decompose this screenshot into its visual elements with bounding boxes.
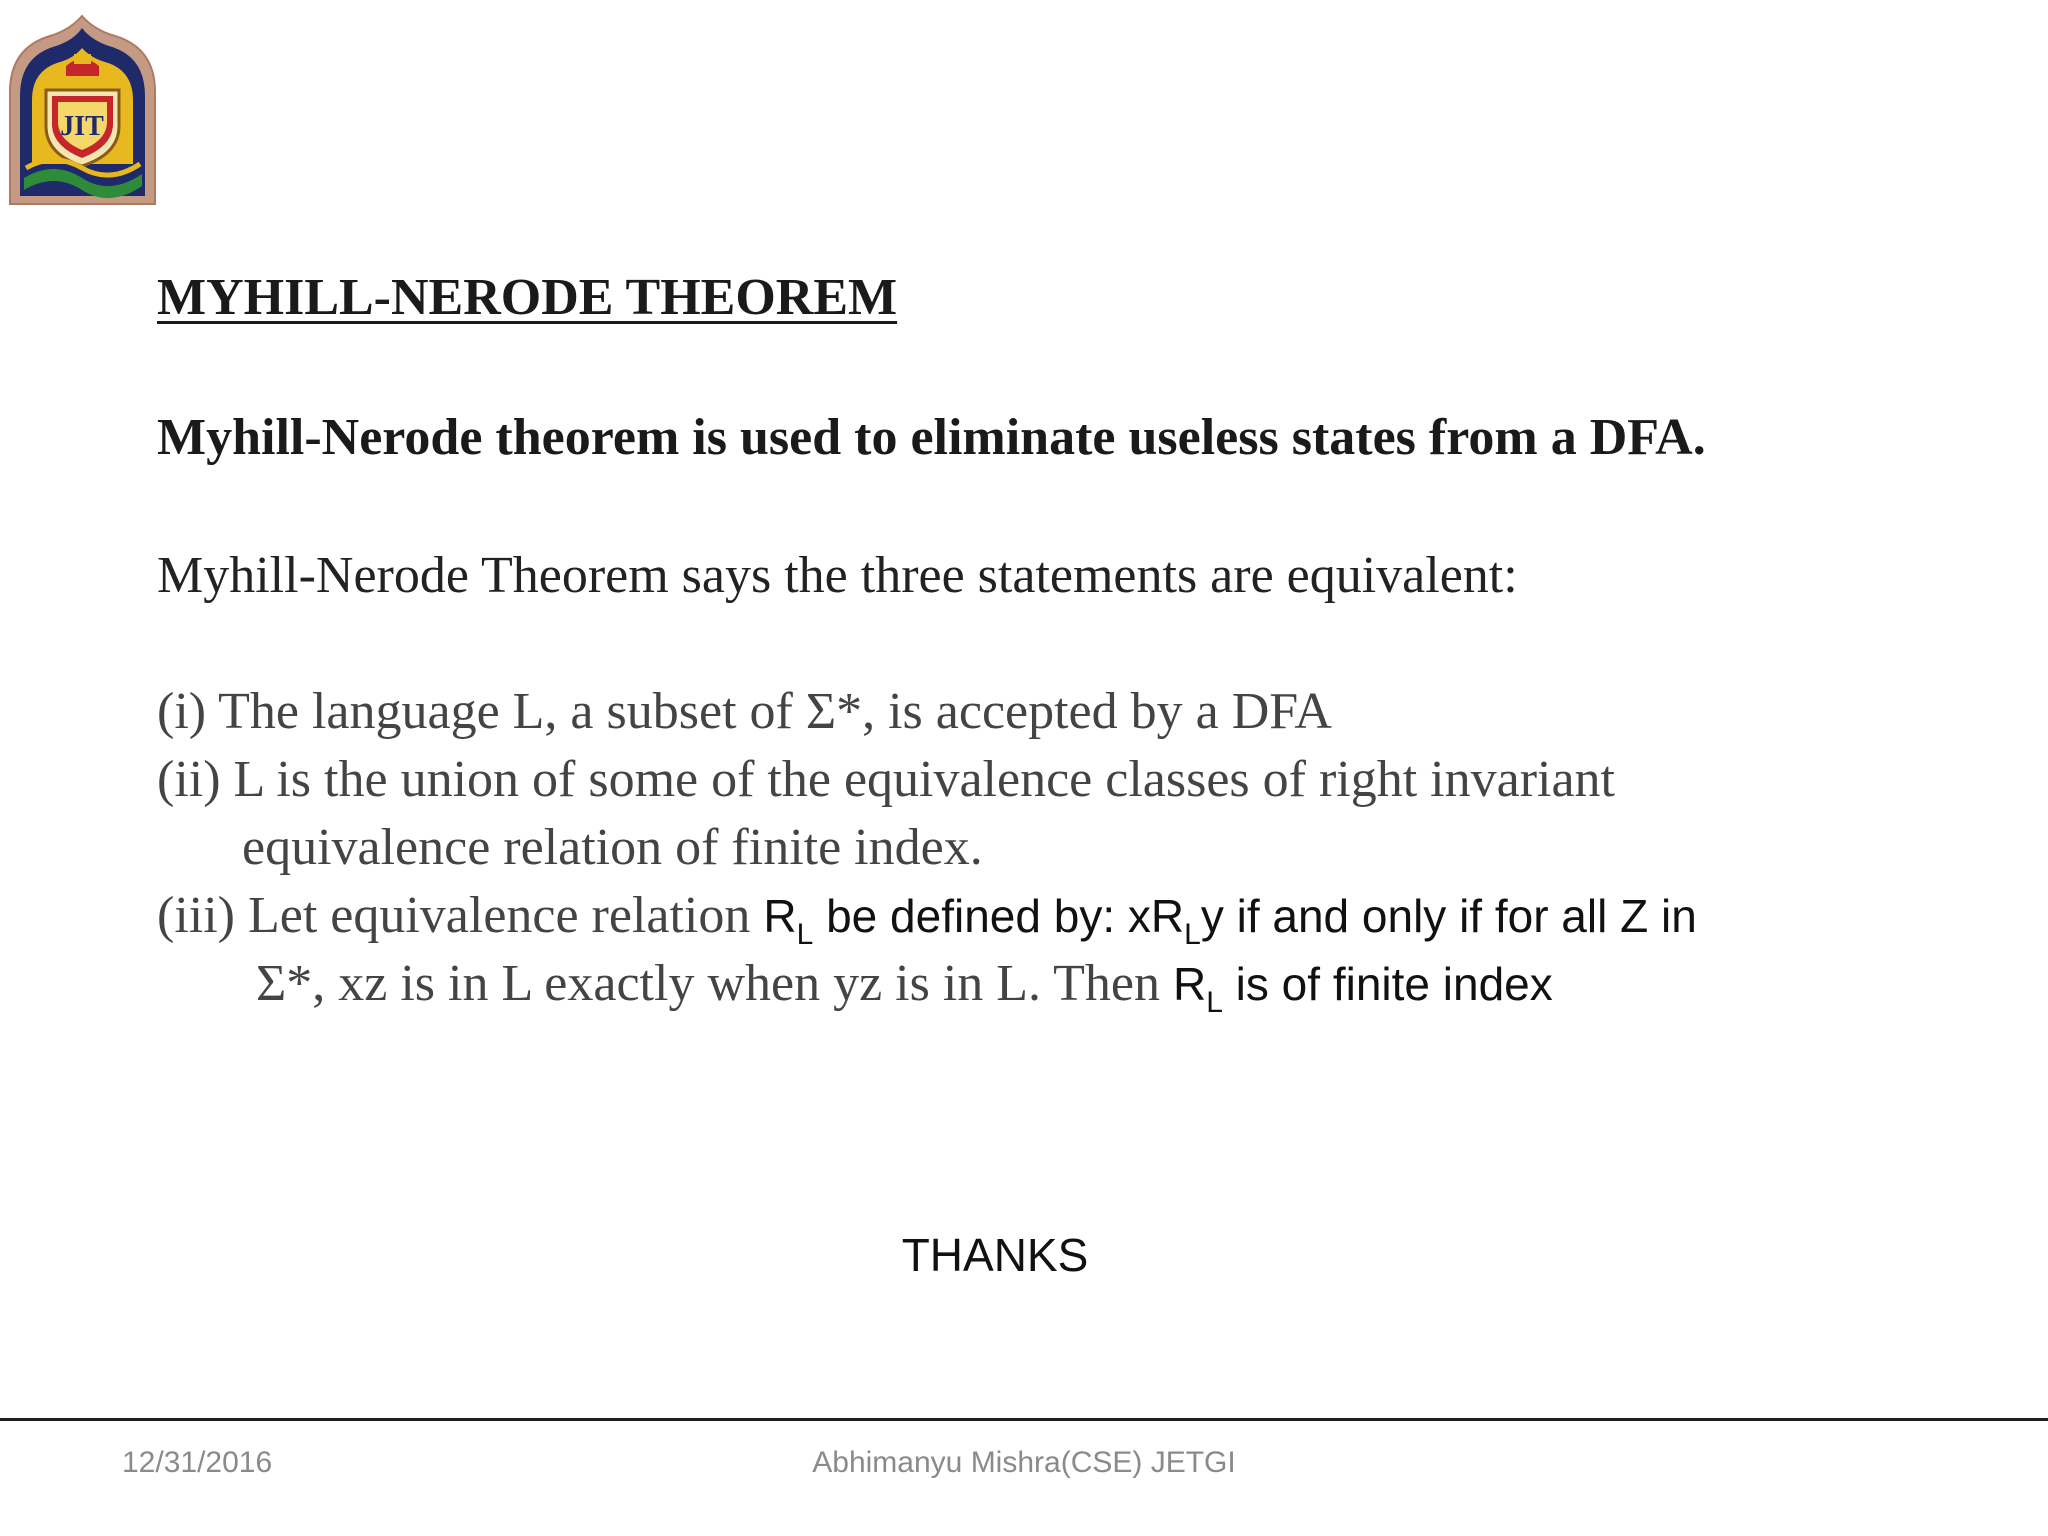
thanks-text: THANKS xyxy=(901,1229,1089,1281)
statement-ii-line-1: (ii) L is the union of some of the equivalence classes of right invariant xyxy=(157,751,1615,808)
logo-monogram: JIT xyxy=(60,111,104,142)
statement-iii-line-2: Σ*, xz is in L exactly when yz is in L. Then $R_L$ is of finite index xyxy=(256,955,1553,1019)
institution-logo xyxy=(4,14,161,208)
slide-title: MYHILL-NERODE THEOREM xyxy=(157,269,898,326)
footer-author: Abhimanyu Mishra(CSE) JETGI xyxy=(812,1446,1236,1479)
intro-text: Myhill-Nerode Theorem says the three statements are equivalent: xyxy=(157,547,1518,604)
statement-ii-line-2: equivalence relation of finite index. xyxy=(242,819,983,876)
footer-divider xyxy=(0,1418,2048,1421)
statement-iii-line-1: (iii) Let equivalence relation $R_L$ be defined by: $xR_Ly$ if and only if for all Z in xyxy=(157,887,1697,951)
lead-statement: Myhill-Nerode theorem is used to eliminate useless states from a DFA. xyxy=(157,409,1706,466)
statement-i: (i) The language L, a subset of Σ*, is accepted by a DFA xyxy=(157,683,1332,740)
footer-date: 12/31/2016 xyxy=(122,1446,273,1479)
